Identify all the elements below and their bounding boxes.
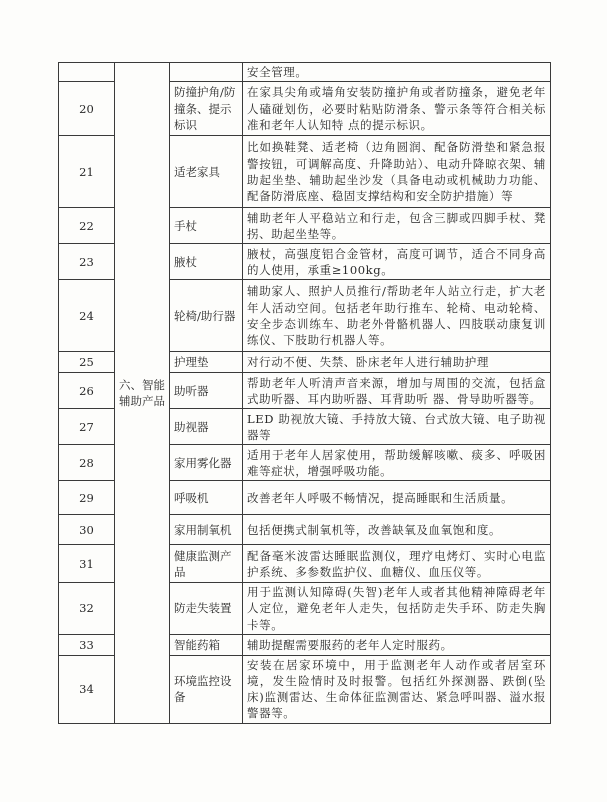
row-number: 23 [59,244,115,280]
item-name: 智能药箱 [170,634,243,655]
item-name: 健康监测产品 [170,545,243,583]
row-number: 29 [59,481,115,515]
item-name: 腋杖 [170,244,243,280]
item-description: 辅助老年人平稳站立和行走，包含三脚或四脚手杖、凳拐、助起坐垫等。 [243,208,551,244]
row-number: 24 [59,280,115,352]
item-description: 配备毫米波雷达睡眠监测仪，理疗电烤灯、实时心电监护系统、多参数监护仪、血糖仪、血压仪等。 [243,545,551,583]
item-name: 环境监控设备 [170,655,243,723]
item-name: 轮椅/助行器 [170,280,243,352]
item-description: 辅助家人、照护人员推行/帮助老年人站立行走，扩大老年人活动空间。包括老年助行推车、轮椅、电动轮椅、安全步态训练车、助老外骨骼机器人、四肢联动康复训练仪、下肢助行机器人等。 [243,280,551,352]
item-description: 安全管理。 [243,63,551,82]
row-number: 22 [59,208,115,244]
item-name: 助听器 [170,373,243,409]
item-name: 家用雾化器 [170,445,243,481]
row-number: 28 [59,445,115,481]
item-description: LED 助视放大镜、手持放大镜、台式放大镜、电子助视器等 [243,409,551,445]
row-number: 25 [59,352,115,373]
item-description: 用于监测认知障碍(失智)老年人或者其他精神障碍老年人定位，避免老年人走失，包括防走失手环、防走失胸卡等。 [243,583,551,635]
table-row [59,63,551,82]
row-number: 34 [59,655,115,723]
row-number: 20 [59,82,115,136]
row-number: 21 [59,136,115,208]
product-table [58,62,551,724]
item-name: 助视器 [170,409,243,445]
row-number: 31 [59,545,115,583]
item-description: 在家具尖角或墙角安装防撞护角或者防撞条，避免老年人磕碰划伤，必要时粘贴防滑条、警示条等符合相关标准和老年人认知特 点的提示标识。 [243,82,551,136]
item-name: 适老家具 [170,136,243,208]
row-number: 33 [59,634,115,655]
item-name: 手杖 [170,208,243,244]
row-number: 26 [59,373,115,409]
item-name: 防撞护角/防撞条、提示标识 [170,82,243,136]
item-description: 改善老年人呼吸不畅情况，提高睡眠和生活质量。 [243,481,551,515]
row-number: 30 [59,515,115,545]
row-number: 27 [59,409,115,445]
row-number [59,63,115,82]
item-name: 护理垫 [170,352,243,373]
item-description: 对行动不便、失禁、卧床老年人进行辅助护理 [243,352,551,373]
item-description: 辅助提醒需要服药的老年人定时服药。 [243,634,551,655]
item-description: 适用于老年人居家使用，帮助缓解咳嗽、痰多、呼吸困难等症状，增强呼吸功能。 [243,445,551,481]
item-name: 防走失装置 [170,583,243,635]
category-cell: 六、智能辅助产品 [115,63,170,724]
item-description: 安装在居家环境中，用于监测老年人动作或者居室环境，发生险情时及时报警。包括红外探测器、跌倒(坠床)监测雷达、生命体征监测雷达、紧急呼叫器、溢水报警器等。 [243,655,551,723]
item-name: 呼吸机 [170,481,243,515]
item-description: 包括便携式制氧机等，改善缺氧及血氧饱和度。 [243,515,551,545]
item-description: 比如换鞋凳、适老椅（边角圆润、配备防滑垫和紧急报警按钮，可调解高度、升降助站）、电动升降晾衣架、辅助起坐垫、辅助起坐沙发（具备电动或机械助力功能、配备防滑底座、稳固支撑结构和安全防护措施）等 [243,136,551,208]
item-name [170,63,243,82]
item-description: 帮助老年人听清声音来源，增加与周围的交流，包括盒式助听器、耳内助听器、耳背助听 器、骨导助听器等。 [243,373,551,409]
row-number: 32 [59,583,115,635]
item-name: 家用制氧机 [170,515,243,545]
item-description: 腋杖，高强度铝合金管材，高度可调节，适合不同身高的人使用，承重≥100kg。 [243,244,551,280]
